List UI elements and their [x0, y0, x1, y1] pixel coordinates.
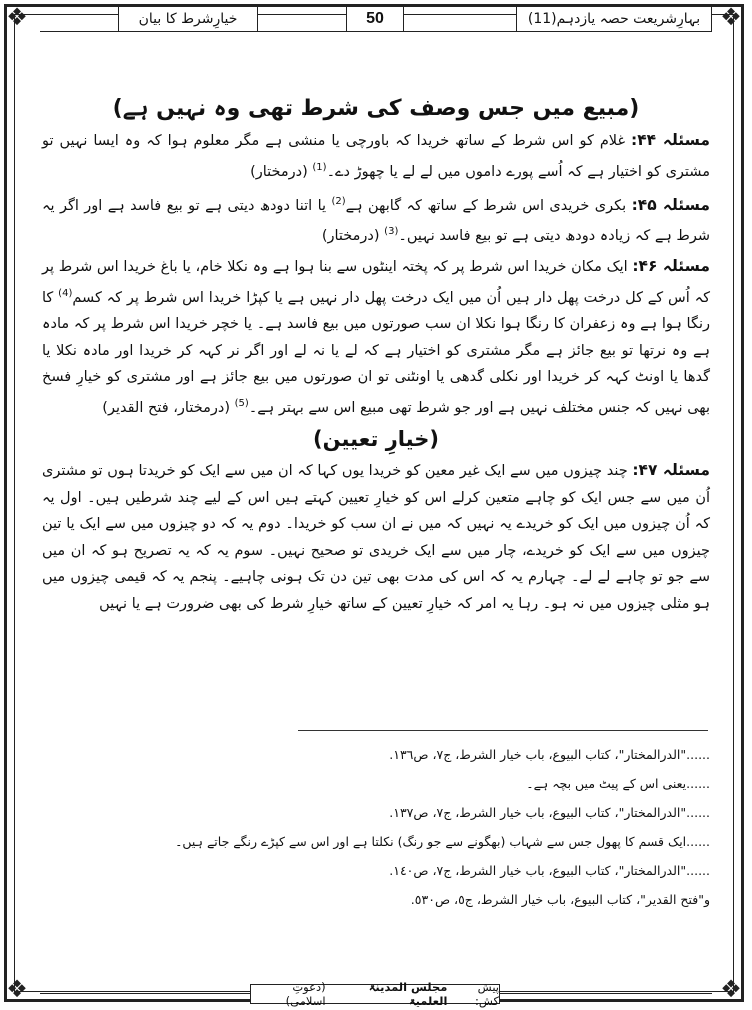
- footer-org: مجلس المدینۃ العلمیۃ: [368, 980, 448, 1008]
- masala-47: [42, 457, 710, 617]
- source-ref: (درمختار): [321, 227, 380, 244]
- masala-label: مسئلہ ۴۴:: [631, 131, 710, 149]
- footnote-5: ......"الدرالمختار"، كتاب البيوع، باب خيار الشرط، ج٧، ص١٤٠.: [389, 863, 710, 878]
- footnote-ref: (4): [58, 287, 73, 299]
- footnote-ref: (2): [331, 195, 346, 207]
- page-number: 50: [346, 6, 404, 32]
- footnote-4: ......ایک قسم کا پھول جس سے شہاب (بھگونے سے جو رنگ) نکلتا ہے اور اس سے کپڑے رنگے جاتے ہیں۔: [175, 834, 710, 849]
- section-heading-1: (مبیع میں جس وصف کی شرط تھی وہ نہیں ہے): [112, 96, 640, 121]
- source-ref: (درمختار): [250, 163, 308, 180]
- masala-45: [42, 189, 710, 250]
- masala-text: چند چیزوں میں سے ایک غیر معین کو خریدا یوں کہا کہ ان میں سے ایک کو خریدتا ہوں تو مشتری اُن میں سے جس ایک کو چاہے متعین کرلے اس کو خیارِ تعیین کہتے ہیں اس کے لیے چند شرطیں ہیں۔ اول یہ کہ اُن چیزوں میں ایک کو خریدے یہ نہیں کہ میں نے ان سب کو خریدا۔ دوم یہ کہ دو چیزوں میں سے ایک یا تین چیزوں میں سے ایک کو خریدے، چار میں سے ایک خریدی تو صحیح نہیں۔ سوم یہ کہ یہ تصریح ہو کہ ان میں سے جو تو چاہے لے لے۔ چہارم یہ کہ اس کی مدت بھی تین دن تک ہونی چاہیے۔ پنجم یہ کہ قیمی چیزوں میں ہو مثلی چیزوں میں نہ ہو۔ رہا یہ امر کہ خیارِ تعیین کے ساتھ خیارِ شرط کی بھی ضرورت ہے یا نہیں: [42, 463, 710, 612]
- footnote-separator: [298, 730, 708, 731]
- footnote-ref: (5): [234, 397, 249, 409]
- footnote-2: ......یعنی اس کے پیٹ میں بچہ ہے۔: [526, 776, 710, 791]
- masala-label: مسئلہ ۴۵:: [631, 195, 710, 214]
- footer-publisher: [250, 980, 500, 1008]
- footnote-5-cont: و"فتح القدير"، كتاب البيوع، باب خيار الشرط، ج٥، ص٥٣٠.: [410, 892, 710, 907]
- footnote-1: ......"الدرالمختار"، كتاب البيوع، باب خيار الشرط، ج٧، ص١٣٦.: [389, 747, 710, 762]
- header-chapter-title: خیارِشرط کا بیان: [118, 6, 258, 32]
- masala-text: غلام کو اس شرط کے ساتھ خریدا کہ باورچی یا منشی ہے مگر معلوم ہوا کہ وہ ایسا نہیں تو مشتری کو اختیار ہے کہ اُسے پورے داموں میں لے لے یا چھوڑ دے۔: [42, 133, 710, 180]
- source-ref: (درمختار، فتح القدیر): [102, 399, 230, 416]
- footer-prefix: پیش کش:: [474, 980, 499, 1008]
- masala-46: [42, 253, 710, 421]
- corner-ornament-icon: ❖: [720, 3, 742, 31]
- footer-sub: (دعوتِ اسلامی): [285, 980, 326, 1008]
- corner-ornament-icon: ❖: [6, 3, 28, 31]
- footnote-ref: (3): [384, 226, 399, 238]
- corner-ornament-icon: ❖: [720, 975, 742, 1003]
- masala-label: مسئلہ ۴۷:: [632, 461, 710, 480]
- masala-label: مسئلہ ۴۶:: [632, 257, 710, 276]
- masala-text: یا اتنا دودھ دیتی ہے تو بیع فاسد ہے اور اگر یہ شرط ہے کہ زیادہ دودھ دیتی ہے تو بیع فاسد نہیں۔: [42, 197, 710, 244]
- header-book-title: بہارِشریعت حصہ یازدہم(11): [516, 6, 712, 32]
- main-content: [42, 86, 710, 621]
- section-heading-2: (خیارِ تعیین): [313, 427, 439, 452]
- footnote-ref: (1): [312, 161, 327, 173]
- footnote-3: ......"الدرالمختار"، كتاب البيوع، باب خيار الشرط، ج٧، ص١٣٧.: [389, 805, 710, 820]
- corner-ornament-icon: ❖: [6, 975, 28, 1003]
- masala-text: بکری خریدی اس شرط کے ساتھ کہ گابھن ہے: [345, 197, 627, 214]
- masala-text: ایک مکان خریدا اس شرط پر کہ پختہ اینٹوں سے بنا ہوا ہے وہ نکلا خام، یا باغ خریدا اس شرط پر کہ اُس کے کل درخت پھل دار ہیں اُن میں ایک درخت پھل دار نہیں ہے یا کپڑا خریدا اس شرط پر کہ کسم: [42, 259, 711, 306]
- footnotes: [42, 740, 710, 914]
- masala-text: کا رنگا ہوا ہے وہ زعفران کا رنگا ہوا نکلا ان سب صورتوں میں بیع فاسد ہے۔ یا خچر خریدا اس شرط پر کہ مادہ ہے وہ نرتھا تو بیع جائز ہے مگر مشتری کو اختیار ہے کہ لے یا نہ لے اور اگر نر کہہ کر خریدا اور مادہ نکلا یا گدھا یا اونٹ کہہ کر خریدا اور نکلی گدھی یا اونٹنی تو ان صورتوں میں بیع جائز ہے اور مشتری کو خیارِ فسخ بھی نہیں کہ جنس مختلف نہیں ہے اور جو شرط تھی مبیع اس سے بہتر ہے۔: [42, 289, 710, 416]
- masala-44: [42, 127, 710, 185]
